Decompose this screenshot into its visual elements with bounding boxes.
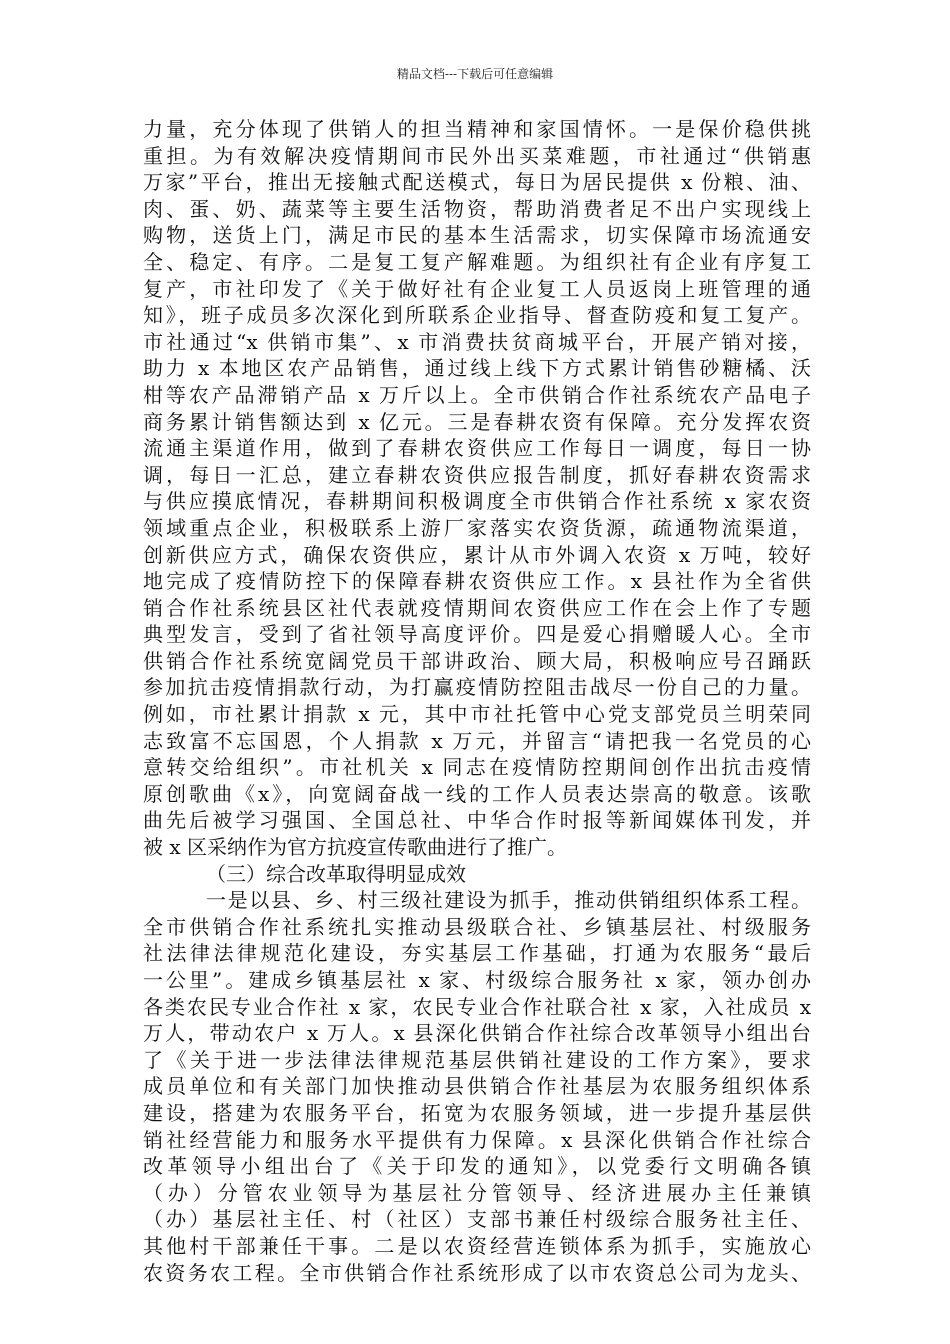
text-line: 例如，市社累计捐款 x 元，其中市社托管中心党支部党员兰明荣同	[143, 702, 811, 727]
text-line: 各类农民专业合作社 x 家，农民专业合作社联合社 x 家，入社成员 x	[143, 994, 811, 1019]
text-line: 购物，送货上门，满足市民的基本生活需求，切实保障市场流通安	[143, 223, 811, 248]
text-line: （办）基层社主任、村（社区）支部书兼任村级综合服务社主任、	[143, 1207, 811, 1232]
text-line: 助力 x 本地区农产品销售，通过线上线下方式累计销售砂糖橘、沃	[143, 356, 811, 381]
text-line: 柑等农产品滞销产品 x 万斤以上。全市供销合作社系统农产品电子	[143, 382, 811, 407]
text-line: 成员单位和有关部门加快推动县供销合作社基层为农服务组织体系	[143, 1074, 811, 1099]
text-line: 了《关于进一步法律法律规范基层供销社建设的工作方案》，要求	[143, 1047, 811, 1072]
text-line: （办）分管农业领导为基层社分管领导、经济进展办主任兼镇	[143, 1180, 811, 1205]
text-line: 农资务农工程。全市供销合作社系统形成了以市农资总公司为龙头、	[143, 1260, 811, 1285]
text-line: 一公里”。建成乡镇基层社 x 家、村级综合服务社 x 家，领办创办	[143, 968, 811, 992]
text-line: 原创歌曲《x》，向宽阔奋战一线的工作人员表达崇高的敬意。该歌	[143, 781, 811, 806]
page-header: 精品文档---下载后可任意编辑	[396, 67, 554, 81]
text-line: 万人，带动农户 x 万人。x 县深化供销合作社综合改革领导小组出台	[143, 1021, 811, 1046]
text-line: 意转交给组织”。市社机关 x 同志在疫情防控期间创作出抗击疫情	[143, 755, 811, 780]
text-line: 领域重点企业，积极联系上游厂家落实农资货源，疏通物流渠道，	[143, 515, 811, 540]
text-line: 力量，充分体现了供销人的担当精神和家国情怀。一是保价稳供挑	[143, 117, 811, 141]
document-body	[143, 116, 811, 1286]
text-line: 商务累计销售额达到 x 亿元。三是春耕农资有保障。充分发挥农资	[143, 409, 811, 434]
text-line: 调，每日一汇总，建立春耕农资供应报告制度，抓好春耕农资需求	[143, 462, 811, 487]
text-line: 销合作社系统县区社代表就疫情期间农资供应工作在会上作了专题	[143, 595, 811, 620]
text-line: 建设，搭建为农服务平台，拓宽为农服务领域，进一步提升基层供	[143, 1100, 811, 1125]
text-line: 创新供应方式，确保农资供应，累计从市外调入农资 x 万吨，较好	[143, 542, 811, 567]
text-line: 被 x 区采纳作为官方抗疫宣传歌曲进行了推广。	[143, 835, 567, 860]
text-line: 改革领导小组出台了《关于印发的通知》，以党委行文明确各镇	[143, 1154, 811, 1179]
text-line: 社法律法律规范化建设，夯实基层工作基础，打通为农服务“最后	[143, 941, 811, 966]
text-line: 重担。为有效解决疫情期间市民外出买菜难题，市社通过“供销惠	[143, 143, 811, 168]
text-line: 曲先后被学习强国、全国总社、中华合作时报等新闻媒体刊发，并	[143, 808, 811, 833]
text-line: 供销合作社系统宽阔党员干部讲政治、顾大局，积极响应号召踊跃	[143, 648, 811, 673]
text-line: 一是以县、乡、村三级社建设为抓手，推动供销组织体系工程。	[206, 888, 811, 913]
text-line: 全、稳定、有序。二是复工复产解难题。为组织社有企业有序复工	[143, 249, 811, 274]
text-line: 万家”平台，推出无接触式配送模式，每日为居民提供 x 份粮、油、	[143, 170, 811, 195]
text-line: 知》，班子成员多次深化到所联系企业指导、督查防疫和复工复产。	[143, 303, 811, 328]
text-line: 典型发言，受到了省社领导高度评价。四是爱心捐赠暖人心。全市	[143, 622, 811, 647]
text-line: 志致富不忘国恩，个人捐款 x 万元，并留言“请把我一名党员的心	[143, 728, 811, 753]
section-heading: （三）综合改革取得明显成效	[206, 861, 466, 886]
text-line: 肉、蛋、奶、蔬菜等主要生活物资，帮助消费者足不出户实现线上	[143, 196, 811, 221]
text-line: 地完成了疫情防控下的保障春耕农资供应工作。x 县社作为全省供	[143, 569, 811, 594]
text-line: 参加抗击疫情捐款行动，为打赢疫情防控阻击战尽一份自己的力量。	[143, 675, 811, 700]
text-line: 其他村干部兼任干事。二是以农资经营连锁体系为抓手，实施放心	[143, 1233, 811, 1258]
text-line: 复产，市社印发了《关于做好社有企业复工人员返岗上班管理的通	[143, 276, 811, 301]
text-line: 销社经营能力和服务水平提供有力保障。x 县深化供销合作社综合	[143, 1127, 811, 1152]
text-line: 全市供销合作社系统扎实推动县级联合社、乡镇基层社、村级服务	[143, 914, 811, 939]
text-line: 与供应摸底情况，春耕期间积极调度全市供销合作社系统 x 家农资	[143, 489, 811, 514]
text-line: 市社通过“x 供销市集”、x 市消费扶贫商城平台，开展产销对接，	[143, 329, 811, 354]
text-line: 流通主渠道作用，做到了春耕农资供应工作每日一调度，每日一协	[143, 436, 811, 461]
